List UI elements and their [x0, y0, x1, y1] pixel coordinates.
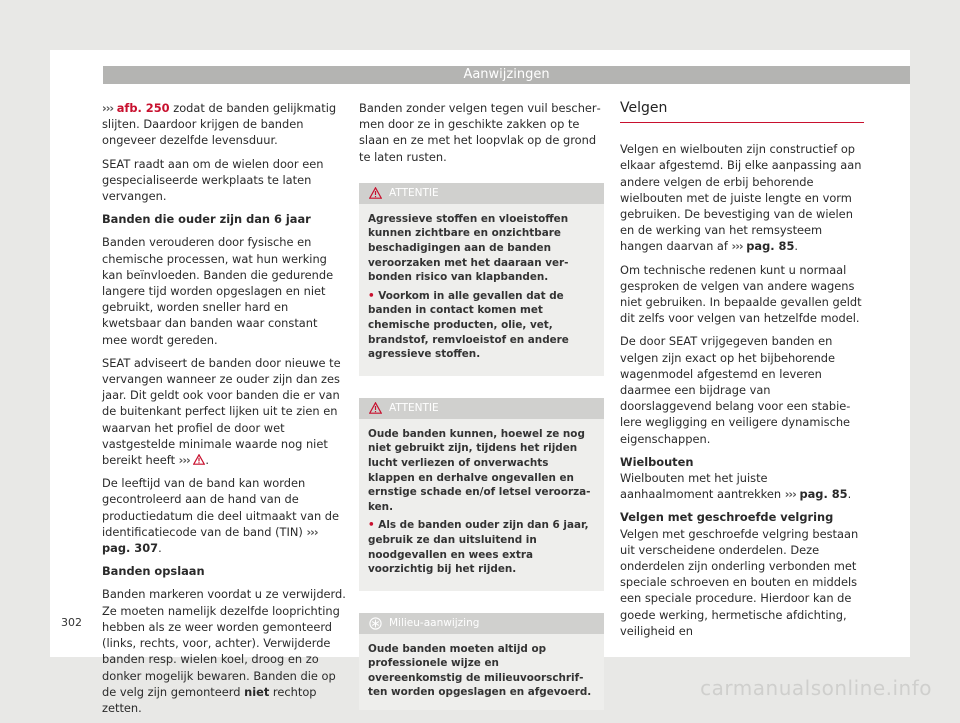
warning-box-1 [359, 183, 604, 376]
paragraph: ››› afb. 250 zodat de banden gelijkmatig slijten. Daardoor krijgen de banden ongeveer dezelfde levensduur. [102, 101, 337, 148]
page-header: Aanwijzingen [103, 66, 910, 84]
warning-box-2 [359, 398, 604, 591]
column-2 [359, 100, 604, 710]
paragraph: Banden zonder velgen tegen vuil beschermen door ze in geschikte zakken op te slaan en ze met het loopvlak op de grond te laten rusten. [359, 101, 601, 164]
paragraph: Banden verouderen door fysische en chemische processen, wat hun werking kan beïnvloeden. Banden die gedurende langere tijd worden opgeslagen en niet gebruikt, worden sneller hard en kwetsbaar dan banden waar constant mee wordt gereden. [102, 235, 334, 347]
warning-header [359, 183, 604, 204]
paragraph: De leeftijd van de band kan worden gecontroleerd aan de hand van de productiedatum die deel uitmaakt van de identificatiecode van de band (TIN) ››› pag. 307. [102, 476, 340, 556]
bullet-icon: • [368, 289, 375, 302]
arrow-icon: ››› [731, 239, 743, 254]
warning-triangle-icon[interactable] [193, 454, 205, 465]
figure-link[interactable]: afb. 250 [116, 101, 170, 115]
subheading: Banden die ouder zijn dan 6 jaar [102, 212, 311, 227]
paragraph: Om technische redenen kunt u normaal gesproken de velgen van andere wagens niet gebruiken. In bepaalde gevallen geldt dit zelfs voor velgen van hetzelfde model. [620, 262, 862, 326]
subheading: Wielbouten [620, 454, 694, 469]
warning-triangle-icon [369, 402, 382, 414]
page-number: 302 [61, 616, 82, 629]
page-link[interactable]: pag. 85 [799, 487, 848, 502]
arrow-icon: ››› [102, 101, 114, 115]
warning-title: ATTENTIE [389, 402, 439, 415]
column-3 [620, 100, 864, 646]
column-1 [102, 100, 346, 723]
environment-note-title: Milieu-aanwijzing [389, 617, 480, 630]
leaf-icon [369, 617, 382, 630]
paragraph: Velgen met geschroefde velgring bestaan uit verscheidene onderdelen. Deze onderdelen zijn onderling verbonden met speciale schroeven en bouten en middels een speciale procedure. Hierdoor kan de goede werking, hermetische afdichting, veiligheid en [620, 526, 859, 638]
warning-title: ATTENTIE [389, 187, 439, 200]
warning-triangle-icon [369, 187, 382, 199]
paragraph: SEAT raadt aan om de wielen door een gespecialiseerde werkplaats te laten vervangen. [102, 156, 324, 204]
paragraph: Banden markeren voordat u ze verwijderd. Ze moeten namelijk dezelfde looprichting hebben als ze weer worden gemonteerd (links, rechts, voor, achter). Verwijderde banden resp. wielen koel, droog en zo donker mogelijk bewaren. Banden die op de velg zijn gemonteerd niet rechtop zetten. [102, 587, 346, 715]
page-link[interactable]: pag. 85 [746, 239, 795, 254]
arrow-icon: ››› [178, 453, 190, 468]
subheading: Velgen met geschroefde velgring [620, 510, 834, 525]
section-title: Velgen [620, 100, 864, 123]
arrow-icon: ››› [306, 524, 318, 539]
page-link[interactable]: pag. 307 [102, 541, 159, 556]
environment-note-header [359, 613, 604, 634]
paragraph: Velgen en wielbouten zijn constructief op elkaar afgestemd. Bij elke aanpassing aan andere velgen de erbij behorende wielbouten met de juiste lengte en vorm gebruiken. De bevestiging van de wielen en de werking van het remsysteem hangen daarvan af ››› pag. 85. [620, 142, 862, 254]
subheading: Banden opslaan [102, 564, 205, 579]
warning-body: Agressieve stoffen en vloeistoffen kunnen zichtbare en onzichtbare beschadigingen aan de banden veroorzaken met het daaraan verbonden risico van klapbanden. • Voorkom in alle gevallen dat de banden in contact komen met chemische producten, olie, vet, brandstof, remvloeistof en andere agressieve stoffen. [359, 204, 604, 376]
environment-note-box [359, 613, 604, 710]
watermark: carmanualsonline.info [700, 676, 932, 700]
paragraph: SEAT adviseert de banden door nieuwe te vervangen wanneer ze ouder zijn dan zes jaar. Dit geldt ook voor banden die er van de buitenkant perfect lijken uit te zien en waarvan het profiel de door wet vastgestelde minimale waarde nog niet bereikt heeft ››› . [102, 355, 341, 468]
environment-note-body: Oude banden moeten altijd op professionele wijze en overeenkomstig de milieuvoorschriften worden opgeslagen en afgevoerd. [359, 634, 604, 710]
warning-body: Oude banden kunnen, hoewel ze nog niet gebruikt zijn, tijdens het rijden lucht verliezen of onverwachts klappen en derhalve ongevallen en ernstige schade en/of letsel veroorzaken. • Als de banden ouder zijn dan 6 jaar, gebruik ze dan uitsluitend in noodgevallen en wees extra voorzichtig bij het rijden. [359, 419, 604, 591]
paragraph: Wielbouten met het juiste aanhaalmoment aantrekken ››› pag. 85. [620, 471, 852, 502]
paragraph: De door SEAT vrijgegeven banden en velgen zijn exact op het bijbehorende wagenmodel afgestemd en leveren daarmee een bijdrage van doorslaggevend belang voor een stabielere wegligging en veiligere dynamische eigenschappen. [620, 334, 851, 446]
bullet-icon: • [368, 519, 375, 532]
arrow-icon: ››› [784, 487, 796, 502]
warning-header [359, 398, 604, 419]
